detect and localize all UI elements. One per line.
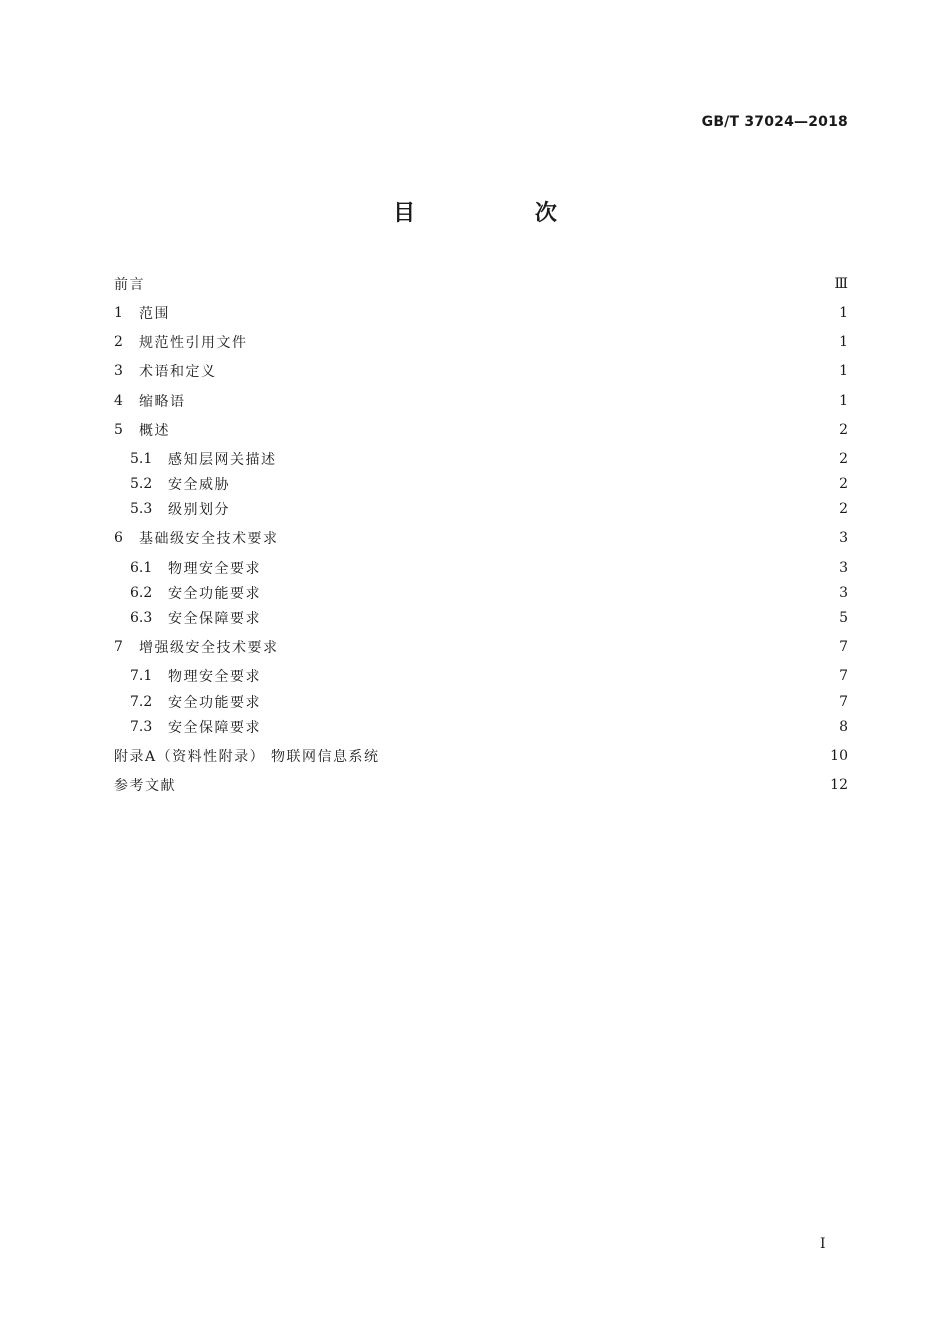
toc-entry[interactable] [114, 744, 848, 768]
toc-entry-number: 3 [114, 363, 123, 379]
toc-entry-title: 参考文献 [114, 778, 176, 794]
toc-entry-page: Ⅲ [834, 276, 848, 292]
dot-leader [267, 556, 832, 580]
dot-leader [285, 635, 833, 659]
toc-entry-number: 6.2 [130, 585, 153, 601]
page-number: I [820, 1236, 826, 1252]
toc-entry[interactable] [130, 447, 848, 471]
toc-entry-page: 7 [839, 639, 848, 655]
toc-entry-page: 2 [839, 476, 848, 492]
toc-entry-number: 4 [114, 393, 123, 409]
toc-entry[interactable] [114, 359, 848, 383]
toc-entry-number: 2 [114, 334, 123, 350]
toc-entry-page: 3 [839, 585, 848, 601]
toc-entry-title: 范围 [139, 306, 170, 322]
toc-entry-title: 安全威胁 [168, 477, 230, 493]
dot-leader [386, 744, 825, 768]
toc-title: 目 次 [393, 201, 613, 226]
toc-entry-page: 2 [839, 451, 848, 467]
toc-entry[interactable] [114, 301, 848, 325]
toc-entry-title: 规范性引用文件 [139, 335, 248, 351]
dot-leader [176, 301, 832, 325]
toc-entry-title: 基础级安全技术要求 [139, 531, 279, 547]
toc-entry-title: 附录A（资料性附录） 物联网信息系统 [114, 749, 380, 765]
toc-entry-title: 物理安全要求 [168, 561, 261, 577]
toc-entry-number: 7.2 [130, 694, 153, 710]
toc-entry-title: 增强级安全技术要求 [139, 640, 279, 656]
dot-leader [176, 418, 832, 442]
toc-entry[interactable] [114, 635, 848, 659]
toc-entry[interactable] [130, 556, 848, 580]
toc-entry-page: 2 [839, 501, 848, 517]
toc-entry[interactable] [114, 526, 848, 550]
toc-entry-number: 5 [114, 422, 123, 438]
toc-entry[interactable] [130, 715, 848, 739]
toc-entry[interactable] [130, 581, 848, 605]
toc-entry-title: 安全功能要求 [168, 586, 261, 602]
toc-entry-page: 10 [830, 748, 848, 764]
toc-entry-page: 2 [839, 422, 848, 438]
toc-entry-page: 1 [839, 305, 848, 321]
toc-entry-number: 5.1 [130, 451, 153, 467]
dot-leader [267, 606, 832, 630]
toc-entry-title: 安全功能要求 [168, 695, 261, 711]
toc-entry-number: 6.3 [130, 610, 153, 626]
toc-entry-title: 感知层网关描述 [168, 452, 277, 468]
dot-leader [267, 664, 832, 688]
toc-entry-number: 5.3 [130, 501, 153, 517]
dot-leader [223, 359, 833, 383]
dot-leader [267, 715, 832, 739]
toc-entry[interactable] [114, 389, 848, 413]
dot-leader [236, 472, 832, 496]
dot-leader [283, 447, 833, 471]
toc-entry-page: 3 [839, 530, 848, 546]
toc-entry-title: 安全保障要求 [168, 720, 261, 736]
toc-entry-title: 概述 [139, 423, 170, 439]
dot-leader [236, 497, 832, 521]
standard-code: GB/T 37024—2018 [701, 114, 848, 130]
toc-entry-page: 1 [839, 363, 848, 379]
toc-entry[interactable] [114, 418, 848, 442]
toc-entry-page: 7 [839, 668, 848, 684]
toc-entry-title: 级别划分 [168, 502, 230, 518]
toc-entry[interactable] [130, 664, 848, 688]
toc-entry[interactable] [130, 690, 848, 714]
dot-leader [151, 272, 828, 296]
toc-entry-page: 12 [830, 777, 848, 793]
toc-entry-page: 7 [839, 694, 848, 710]
dot-leader [285, 526, 833, 550]
toc-entry-number: 7 [114, 639, 123, 655]
toc-entry[interactable] [114, 330, 848, 354]
dot-leader [267, 690, 832, 714]
toc-entry-number: 6 [114, 530, 123, 546]
dot-leader [192, 389, 833, 413]
toc-entry-number: 1 [114, 305, 123, 321]
toc-entry-page: 1 [839, 334, 848, 350]
dot-leader [182, 773, 824, 797]
toc-entry[interactable] [130, 497, 848, 521]
toc-entry[interactable] [130, 472, 848, 496]
toc-entry[interactable] [114, 773, 848, 797]
toc-entry-title: 术语和定义 [139, 364, 217, 380]
toc-entry-page: 8 [839, 719, 848, 735]
toc-entry-page: 5 [839, 610, 848, 626]
toc-entry-title: 缩略语 [139, 394, 186, 410]
toc-entry-number: 5.2 [130, 476, 153, 492]
toc-entry-title: 安全保障要求 [168, 611, 261, 627]
dot-leader [254, 330, 833, 354]
toc-entry[interactable] [130, 606, 848, 630]
toc-entry-number: 7.3 [130, 719, 153, 735]
toc-entry-title: 前言 [114, 277, 145, 293]
toc-entry-number: 7.1 [130, 668, 153, 684]
toc-entry-page: 3 [839, 560, 848, 576]
toc-entry-title: 物理安全要求 [168, 669, 261, 685]
toc-entry-number: 6.1 [130, 560, 153, 576]
dot-leader [267, 581, 832, 605]
toc-entry[interactable] [114, 272, 848, 296]
toc-entry-page: 1 [839, 393, 848, 409]
